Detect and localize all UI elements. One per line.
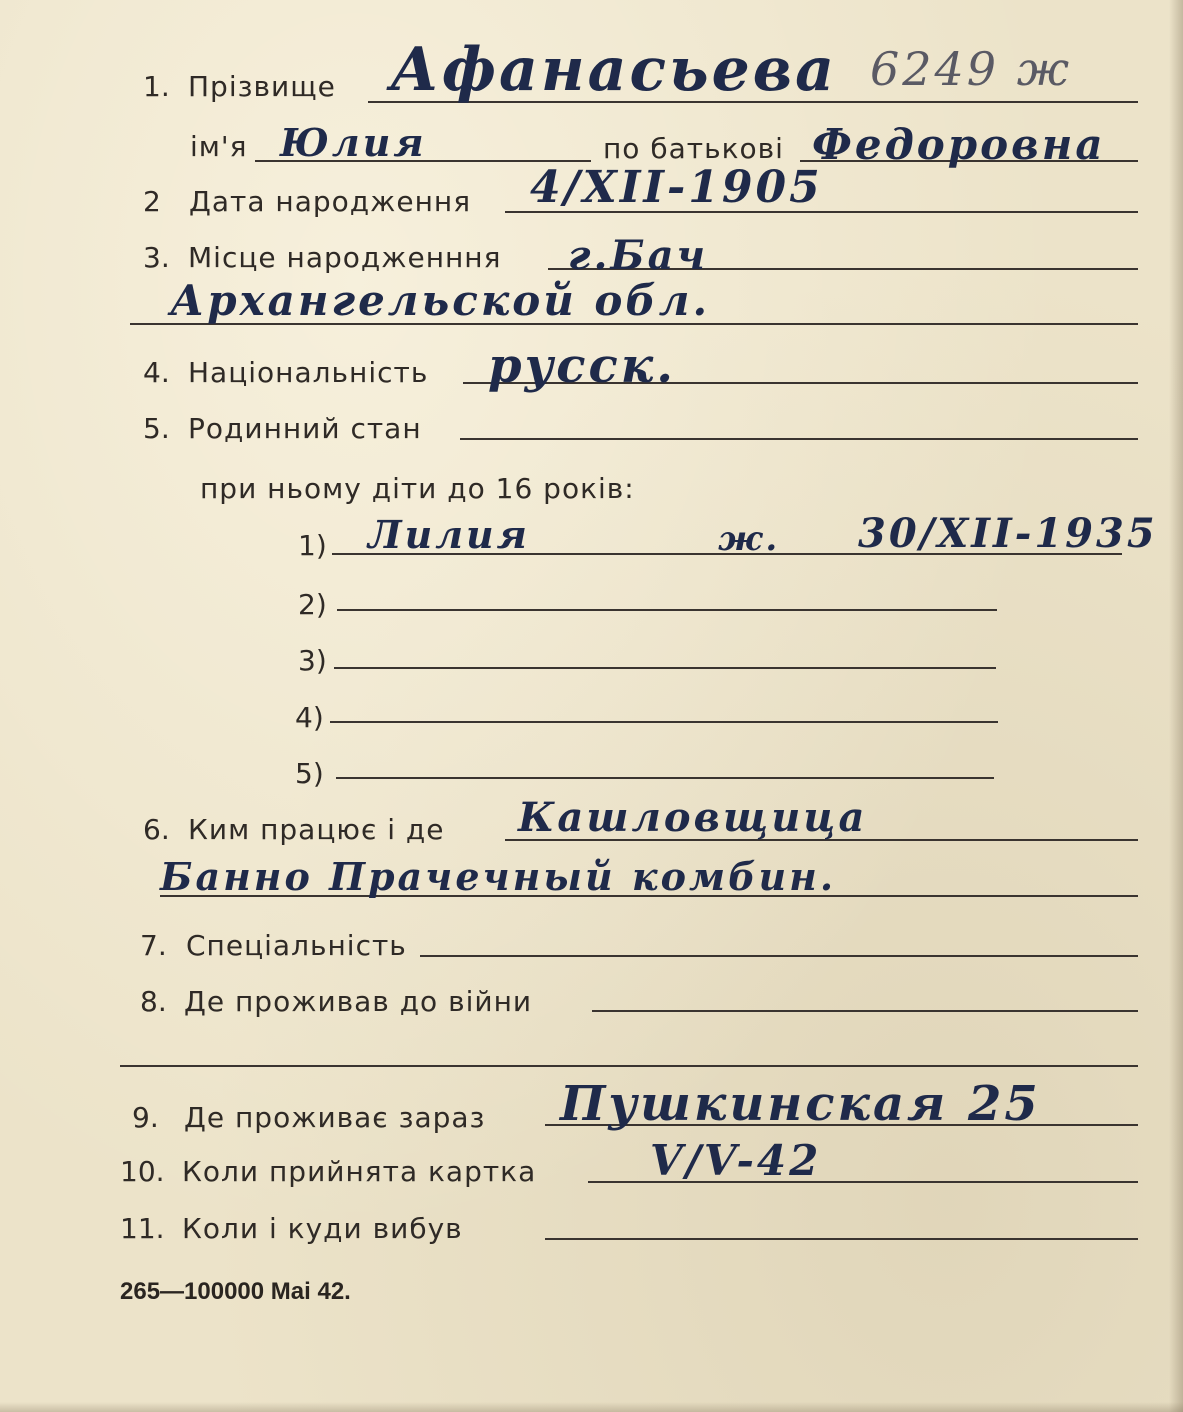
child-1-sex-handwritten: ж. bbox=[718, 519, 781, 559]
child-1-name-handwritten: Лилия bbox=[368, 512, 530, 557]
child-5-line bbox=[336, 777, 994, 779]
birth-region-handwritten: Архангельской обл. bbox=[170, 276, 711, 325]
birth-date-handwritten: 4/XII-1905 bbox=[530, 162, 823, 213]
card-number-handwritten: 6249 ж bbox=[870, 42, 1072, 96]
field-8-line bbox=[592, 1010, 1138, 1012]
field-10-number: 10. bbox=[120, 1155, 165, 1188]
field-9-number: 9. bbox=[132, 1101, 159, 1134]
field-2-number: 2 bbox=[143, 185, 161, 218]
surname-handwritten: Афанасьева bbox=[390, 35, 838, 105]
current-address-handwritten: Пушкинская 25 bbox=[560, 1076, 1041, 1132]
patronymic-handwritten: Федоровна bbox=[812, 120, 1106, 169]
field-7-label: Спеціальність bbox=[186, 929, 407, 962]
field-6-number: 6. bbox=[143, 813, 170, 846]
field-9-label: Де проживає зараз bbox=[184, 1101, 486, 1134]
child-5-number: 5) bbox=[295, 757, 324, 790]
child-4-line bbox=[330, 721, 998, 723]
paper-edge-right bbox=[1169, 0, 1183, 1412]
first-name-handwritten: Юлия bbox=[280, 120, 427, 165]
children-label: при ньому діти до 16 років: bbox=[200, 472, 635, 505]
field-5-number: 5. bbox=[143, 412, 170, 445]
field-6-label: Ким працює і де bbox=[188, 813, 445, 846]
field-1-number: 1. bbox=[143, 70, 170, 103]
birth-place-handwritten: г.Бач bbox=[568, 232, 709, 279]
field-1-label: Прізвище bbox=[188, 70, 336, 103]
field-2-label: Дата народження bbox=[189, 185, 472, 218]
nationality-handwritten: русск. bbox=[488, 338, 676, 394]
field-4-label: Національність bbox=[188, 356, 429, 389]
child-2-line bbox=[337, 609, 997, 611]
patronymic-label: по батькові bbox=[603, 132, 784, 165]
field-5-line bbox=[460, 438, 1138, 440]
field-8-number: 8. bbox=[140, 985, 167, 1018]
field-11-number: 11. bbox=[120, 1212, 165, 1245]
field-5-label: Родинний стан bbox=[188, 412, 422, 445]
field-8-label: Де проживав до війни bbox=[184, 985, 533, 1018]
field-4-number: 4. bbox=[143, 356, 170, 389]
field-7-number: 7. bbox=[140, 929, 167, 962]
card-accepted-date-handwritten: V/V-42 bbox=[650, 1136, 822, 1185]
child-4-number: 4) bbox=[295, 701, 324, 734]
field-11-label: Коли і куди вибув bbox=[182, 1212, 463, 1245]
print-code: 265—100000 Mai 42. bbox=[120, 1278, 351, 1305]
field-7-line bbox=[420, 955, 1138, 957]
first-name-label: ім'я bbox=[190, 130, 248, 163]
field-11-line bbox=[545, 1238, 1138, 1240]
child-2-number: 2) bbox=[298, 588, 327, 621]
field-3-number: 3. bbox=[143, 241, 170, 274]
field-3-label: Місце народженння bbox=[188, 241, 502, 274]
workplace-handwritten: Кашловщица bbox=[518, 794, 868, 841]
workplace-2-handwritten: Банно Прачечный комбин. bbox=[160, 854, 837, 899]
field-8-line-2 bbox=[120, 1065, 1138, 1067]
field-10-label: Коли прийнята картка bbox=[182, 1155, 537, 1188]
child-1-date-handwritten: 30/XII-1935 bbox=[858, 510, 1158, 557]
child-3-number: 3) bbox=[298, 644, 327, 677]
child-3-line bbox=[334, 667, 996, 669]
paper-edge-bottom bbox=[0, 1402, 1183, 1412]
child-1-number: 1) bbox=[298, 529, 327, 562]
